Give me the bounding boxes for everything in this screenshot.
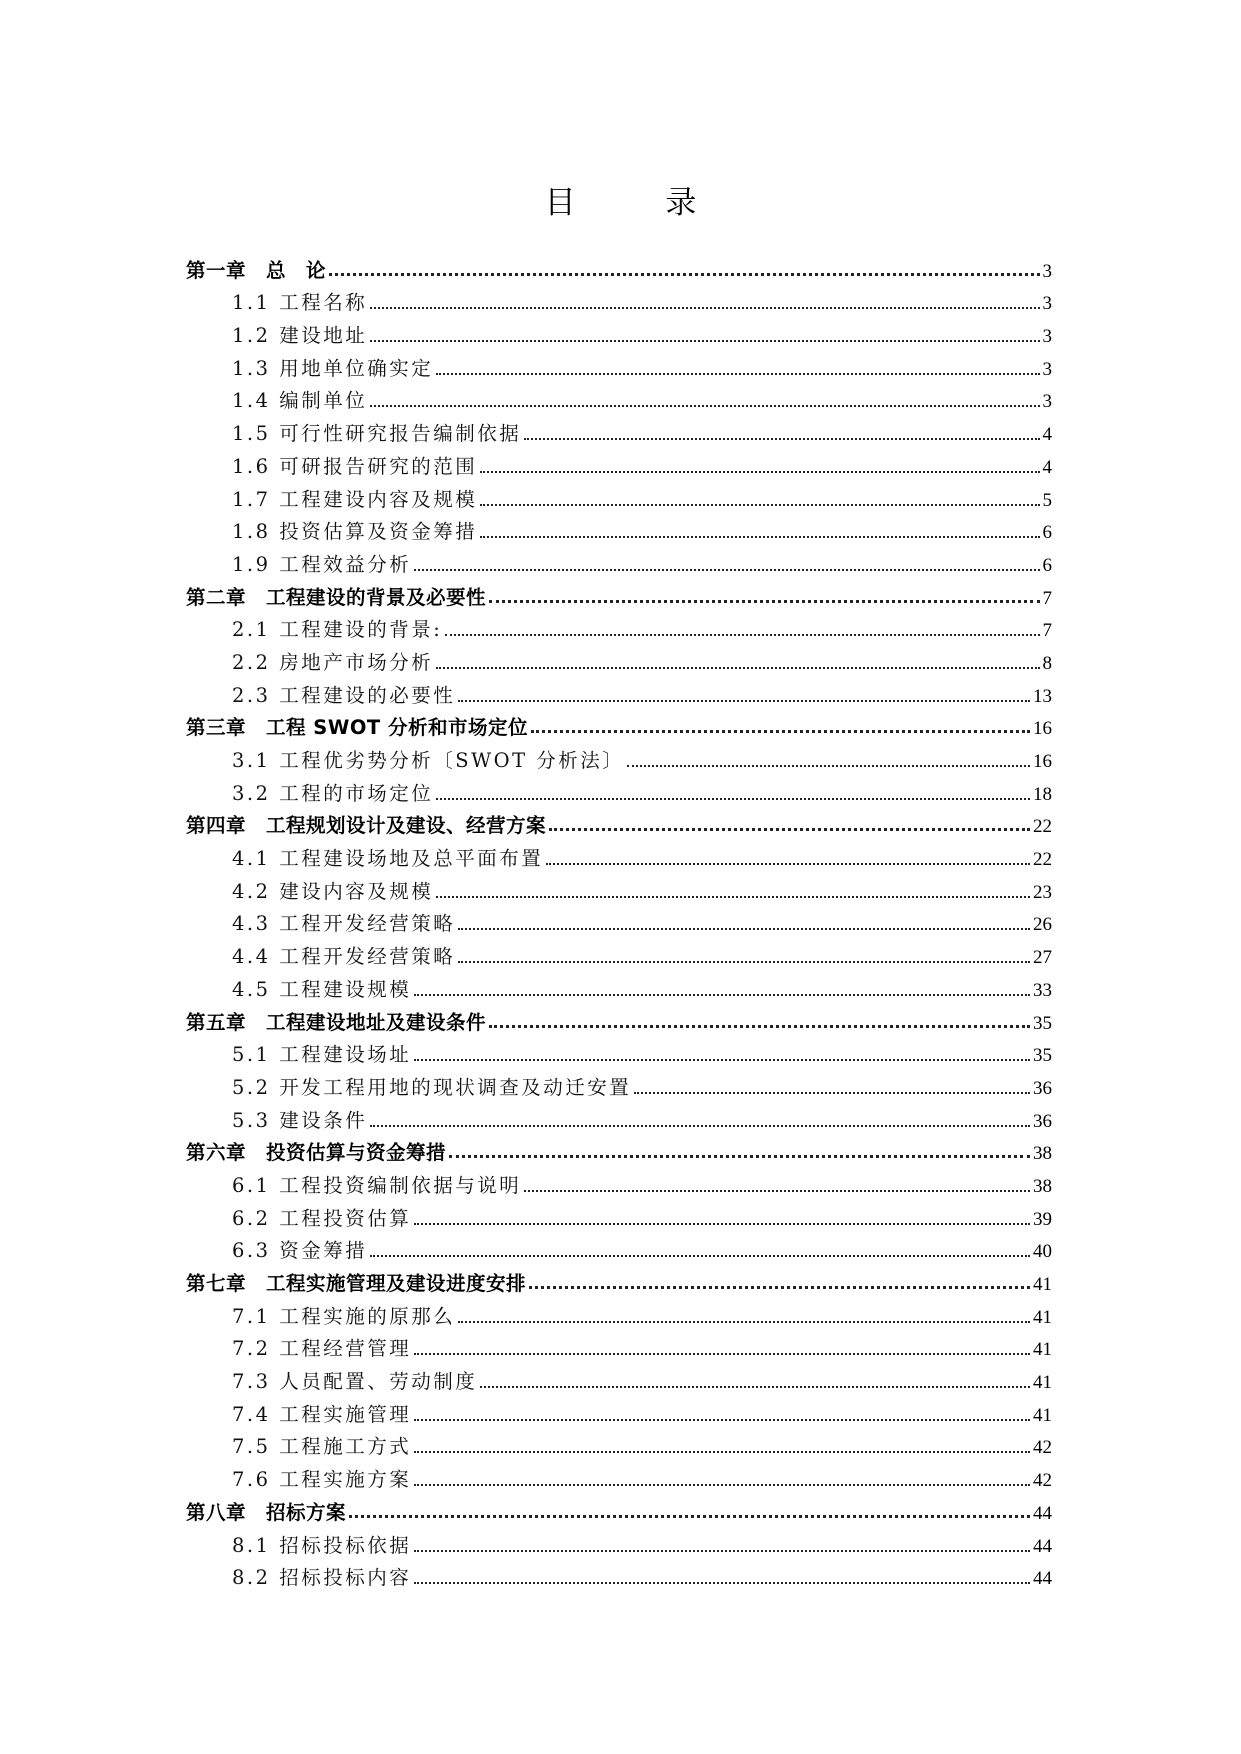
toc-page-number: 41 (1033, 1339, 1052, 1361)
toc-dot-leader (329, 272, 1039, 276)
toc-page-number: 23 (1033, 881, 1052, 903)
toc-dot-leader (634, 1091, 1030, 1094)
toc-section-entry[interactable] (186, 642, 1052, 675)
toc-dot-leader (414, 1581, 1030, 1584)
toc-page-number: 41 (1033, 1404, 1052, 1426)
toc-dot-leader (480, 503, 1039, 506)
toc-dot-leader (436, 372, 1039, 375)
toc-entry-label: 7.4 工程实施管理 (232, 1402, 412, 1426)
toc-entry-label: 第二章 工程建设的背景及必要性 (186, 585, 487, 609)
toc-entry-label: 第八章 招标方案 (186, 1500, 347, 1524)
toc-dot-leader (414, 1549, 1030, 1552)
toc-entry-label: 第七章 工程实施管理及建设进度安排 (186, 1272, 527, 1295)
toc-dot-leader (414, 1483, 1030, 1486)
toc-entry-label: 6.1 工程投资编制依据与说明 (232, 1173, 522, 1197)
toc-section-entry[interactable] (186, 315, 1052, 348)
toc-dot-leader (414, 1352, 1030, 1355)
toc-entry-label: 2.2 房地产市场分析 (232, 650, 434, 674)
toc-page-number: 8 (1042, 652, 1052, 674)
toc-dot-leader (414, 993, 1030, 996)
toc-entry-label: 1.9 工程效益分析 (232, 552, 412, 576)
toc-entry-label: 1.6 可研报告研究的范围 (232, 454, 478, 478)
toc-entry-label: 3.2 工程的市场定位 (232, 781, 434, 805)
toc-page-number: 6 (1042, 522, 1052, 544)
toc-section-entry[interactable] (186, 969, 1052, 1002)
toc-page-number: 42 (1033, 1437, 1052, 1459)
toc-section-entry[interactable] (186, 381, 1052, 414)
toc-dot-leader (436, 895, 1030, 898)
toc-page-number: 16 (1033, 751, 1052, 772)
toc-entry-label: 4.5 工程建设规模 (232, 977, 412, 1001)
toc-entry-label: 1.2 建设地址 (232, 324, 368, 348)
toc-section-entry[interactable] (186, 1100, 1052, 1133)
toc-entry-label: 7.6 工程实施方案 (232, 1468, 412, 1492)
toc-page-number: 40 (1033, 1241, 1052, 1263)
toc-dot-leader (349, 1514, 1030, 1518)
toc-page-number: 44 (1033, 1535, 1052, 1557)
toc-dot-leader (370, 306, 1039, 309)
toc-chapter-entry[interactable] (186, 577, 1052, 610)
toc-dot-leader (414, 568, 1039, 571)
toc-section-entry[interactable] (186, 1459, 1052, 1492)
toc-page-number: 27 (1033, 947, 1052, 969)
toc-page-number: 4 (1042, 456, 1052, 478)
toc-entry-label: 2.3 工程建设的必要性 (232, 683, 456, 707)
toc-entry-label: 7.1 工程实施的原那么 (232, 1304, 456, 1328)
toc-section-entry[interactable] (186, 740, 1052, 773)
toc-chapter-entry[interactable] (186, 1002, 1052, 1035)
toc-entry-label: 第三章 工程 SWOT 分析和市场定位 (186, 716, 529, 740)
toc-entry-label: 4.4 工程开发经营策略 (232, 945, 456, 969)
toc-entry-label: 2.1 工程建设的背景: (232, 618, 443, 642)
toc-page-number: 35 (1033, 1012, 1052, 1034)
toc-entry-label: 4.1 工程建设场地及总平面布置 (232, 847, 544, 871)
toc-entry-label: 1.1 工程名称 (232, 291, 368, 315)
toc-page-number: 16 (1033, 718, 1052, 740)
toc-entry-label: 6.2 工程投资估算 (232, 1206, 412, 1230)
toc-dot-leader (524, 1189, 1030, 1192)
toc-section-entry[interactable] (186, 1231, 1052, 1264)
toc-page-number: 3 (1042, 358, 1052, 380)
toc-section-entry[interactable] (186, 1165, 1052, 1198)
toc-section-entry[interactable] (186, 283, 1052, 316)
toc-entry-label: 8.1 招标投标依据 (232, 1533, 412, 1557)
toc-dot-leader (414, 1450, 1030, 1453)
toc-page-number: 6 (1042, 554, 1052, 576)
toc-section-entry[interactable] (186, 1558, 1052, 1591)
toc-dot-leader (524, 437, 1039, 440)
toc-section-entry[interactable] (186, 1329, 1052, 1362)
toc-page-number: 22 (1033, 849, 1052, 871)
toc-entry-label: 5.3 建设条件 (232, 1108, 368, 1132)
toc-entry-label: 5.1 工程建设场址 (232, 1043, 412, 1067)
toc-entry-label: 1.4 编制单位 (232, 389, 368, 413)
toc-chapter-entry[interactable] (186, 1133, 1052, 1166)
toc-page-number: 44 (1033, 1502, 1052, 1524)
toc-entry-label: 第六章 投资估算与资金筹措 (186, 1141, 447, 1165)
toc-page-number: 36 (1033, 1110, 1052, 1132)
toc-section-entry[interactable] (186, 773, 1052, 806)
toc-dot-leader (436, 666, 1039, 669)
toc-page-number: 44 (1033, 1568, 1052, 1590)
toc-entry-label: 7.3 人员配置、劳动制度 (232, 1370, 478, 1394)
toc-page-number: 26 (1033, 914, 1052, 936)
toc-page-number: 7 (1042, 620, 1052, 642)
toc-dot-leader (436, 797, 1030, 800)
toc-entry-label: 7.2 工程经营管理 (232, 1337, 412, 1361)
toc-dot-leader (458, 960, 1030, 963)
toc-dot-leader (458, 927, 1030, 930)
toc-chapter-entry[interactable] (186, 708, 1052, 741)
toc-section-entry[interactable] (186, 348, 1052, 381)
toc-dot-leader (529, 1285, 1030, 1289)
toc-section-entry[interactable] (186, 936, 1052, 969)
toc-chapter-entry[interactable] (186, 250, 1052, 283)
toc-page-number: 41 (1033, 1306, 1052, 1328)
toc-section-entry[interactable] (186, 610, 1052, 643)
toc-section-entry[interactable] (186, 1198, 1052, 1231)
toc-section-entry[interactable] (186, 1427, 1052, 1460)
toc-section-entry[interactable] (186, 1296, 1052, 1329)
toc-section-entry[interactable] (186, 838, 1052, 871)
toc-dot-leader (414, 1222, 1030, 1225)
toc-section-entry[interactable] (186, 871, 1052, 904)
toc-section-entry[interactable] (186, 413, 1052, 446)
toc-page-number: 39 (1033, 1208, 1052, 1230)
toc-page-number: 35 (1033, 1045, 1052, 1067)
toc-dot-leader (458, 699, 1030, 702)
toc-entry-label: 6.3 资金筹措 (232, 1239, 368, 1263)
toc-section-entry[interactable] (186, 479, 1052, 512)
toc-page-number: 3 (1042, 326, 1052, 348)
toc-page-number: 3 (1042, 293, 1052, 315)
toc-entry-label: 5.2 开发工程用地的现状调查及动迁安置 (232, 1075, 632, 1099)
toc-section-entry[interactable] (186, 1361, 1052, 1394)
toc-dot-leader (627, 764, 1030, 767)
toc-dot-leader (445, 633, 1039, 636)
toc-section-entry[interactable] (186, 1035, 1052, 1068)
toc-page-number: 5 (1042, 489, 1052, 511)
toc-dot-leader (489, 1024, 1030, 1028)
toc-entry-label: 第五章 工程建设地址及建设条件 (186, 1010, 487, 1034)
table-of-contents (186, 250, 1052, 1590)
toc-page-number: 22 (1033, 816, 1052, 838)
toc-page-number: 7 (1042, 587, 1052, 609)
toc-dot-leader (546, 862, 1030, 865)
toc-entry-label: 1.3 用地单位确实定 (232, 356, 434, 380)
toc-page-number: 42 (1033, 1470, 1052, 1492)
toc-dot-leader (370, 1254, 1030, 1257)
toc-chapter-entry[interactable] (186, 806, 1052, 839)
toc-dot-leader (414, 1058, 1030, 1061)
toc-entry-label: 3.1 工程优劣势分析〔SWOT 分析法〕 (232, 749, 625, 772)
toc-entry-label: 1.7 工程建设内容及规模 (232, 487, 478, 511)
toc-entry-label: 第一章 总 论 (186, 258, 327, 282)
toc-entry-label: 7.5 工程施工方式 (232, 1435, 412, 1459)
toc-entry-label: 第四章 工程规划设计及建设、经营方案 (186, 814, 547, 838)
toc-page-number: 41 (1033, 1372, 1052, 1394)
toc-dot-leader (449, 1154, 1030, 1158)
toc-section-entry[interactable] (186, 904, 1052, 937)
toc-section-entry[interactable] (186, 1525, 1052, 1558)
toc-section-entry[interactable] (186, 675, 1052, 708)
toc-dot-leader (549, 827, 1030, 831)
toc-chapter-entry[interactable] (186, 1492, 1052, 1525)
toc-dot-leader (531, 729, 1030, 733)
toc-dot-leader (370, 339, 1039, 342)
toc-dot-leader (480, 1385, 1030, 1388)
toc-page-number: 18 (1033, 783, 1052, 805)
page-title: 目 录 (544, 184, 737, 221)
toc-page-number: 38 (1033, 1175, 1052, 1197)
toc-section-entry[interactable] (186, 512, 1052, 545)
toc-section-entry[interactable] (186, 446, 1052, 479)
toc-page-number: 13 (1033, 685, 1052, 707)
toc-page-number: 4 (1042, 424, 1052, 446)
toc-entry-label: 8.2 招标投标内容 (232, 1566, 412, 1590)
toc-entry-label: 4.2 建设内容及规模 (232, 879, 434, 903)
toc-dot-leader (370, 404, 1039, 407)
toc-entry-label: 1.5 可行性研究报告编制依据 (232, 422, 522, 446)
toc-dot-leader (480, 535, 1039, 538)
toc-chapter-entry[interactable] (186, 1263, 1052, 1296)
toc-dot-leader (414, 1418, 1030, 1421)
toc-section-entry[interactable] (186, 544, 1052, 577)
toc-dot-leader (458, 1320, 1030, 1323)
toc-page-number: 3 (1042, 260, 1052, 282)
toc-page-number: 36 (1033, 1077, 1052, 1099)
toc-section-entry[interactable] (186, 1067, 1052, 1100)
toc-dot-leader (480, 470, 1039, 473)
toc-page-number: 38 (1033, 1143, 1052, 1165)
toc-entry-label: 1.8 投资估算及资金筹措 (232, 520, 478, 544)
toc-dot-leader (370, 1124, 1030, 1127)
toc-entry-label: 4.3 工程开发经营策略 (232, 912, 456, 936)
toc-page-number: 41 (1033, 1274, 1052, 1295)
toc-page-number: 3 (1042, 391, 1052, 413)
toc-dot-leader (489, 599, 1039, 603)
toc-section-entry[interactable] (186, 1394, 1052, 1427)
toc-page-number: 33 (1033, 979, 1052, 1001)
